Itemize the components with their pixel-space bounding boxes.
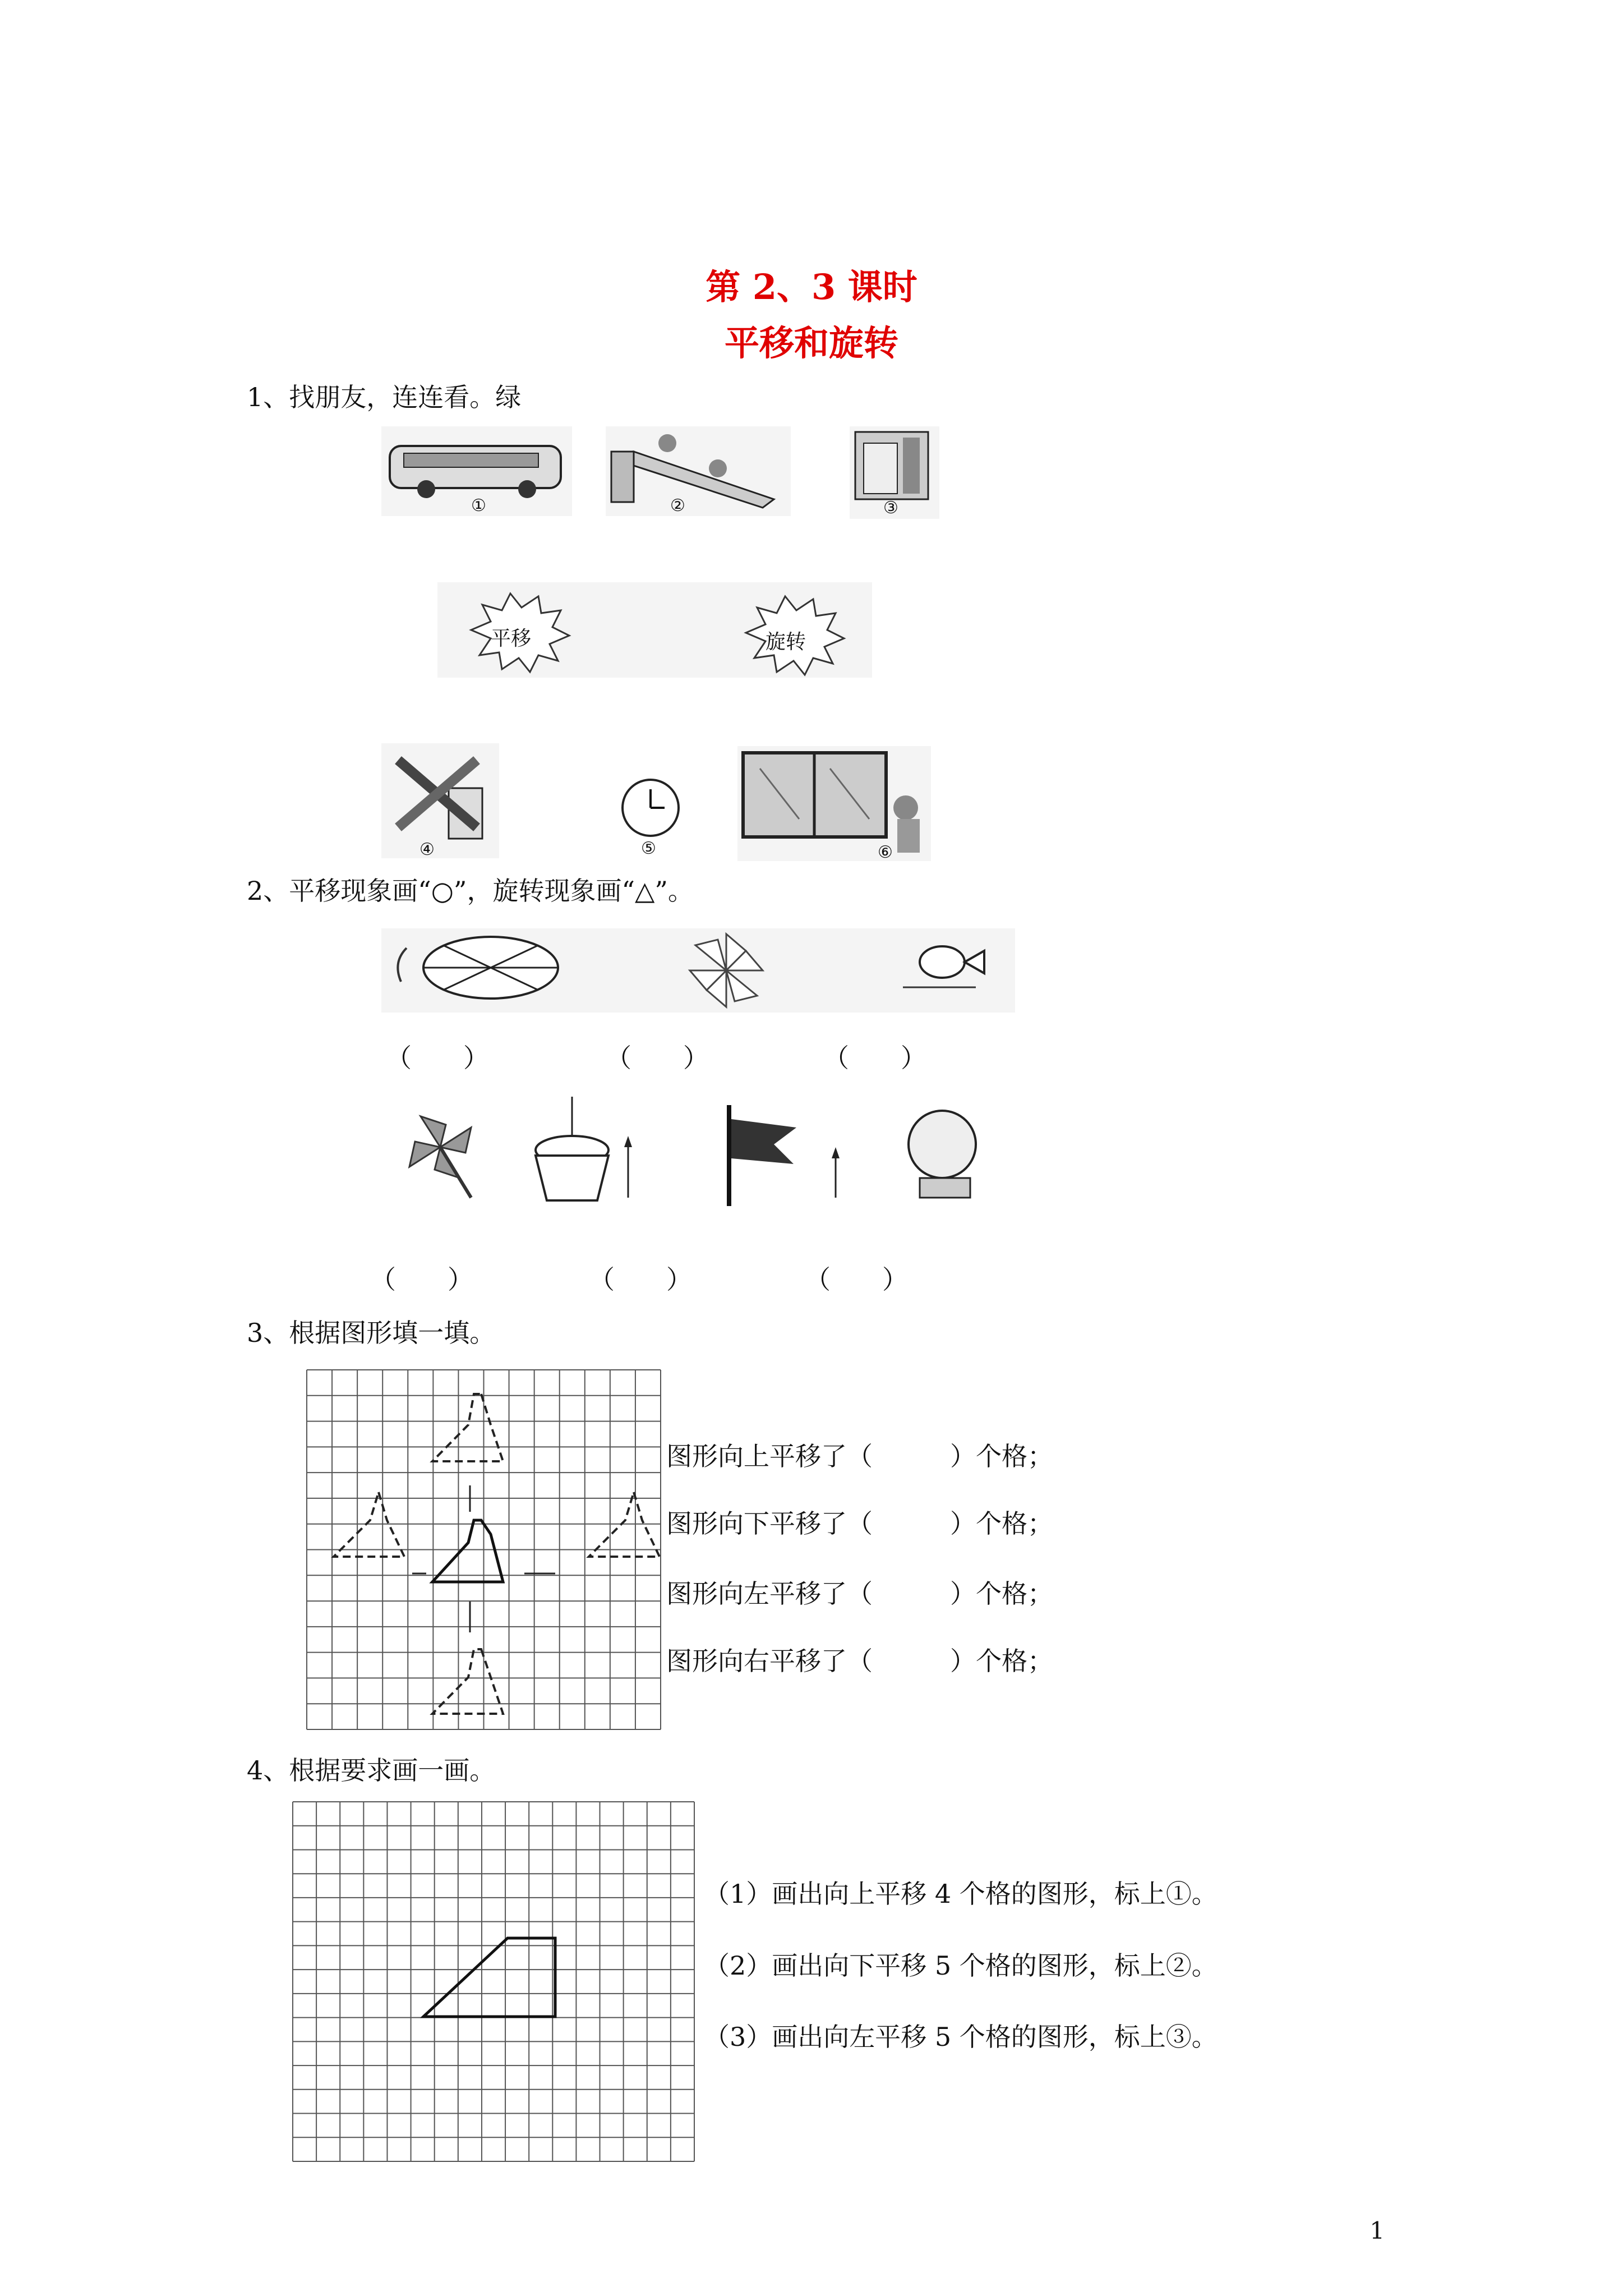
slide-picture (606, 426, 791, 516)
answer-paren-3[interactable]: （ ） (823, 1043, 926, 1073)
q2-row2-pictures (381, 1094, 1015, 1212)
windmill-picture (381, 743, 499, 858)
q2-row1-pictures (381, 928, 1015, 1013)
fill-line-up[interactable]: 图形向上平移了（ ）个格； (666, 1441, 1053, 1471)
label-2: ② (670, 496, 685, 516)
fill-line-right[interactable]: 图形向右平移了（ ）个格； (666, 1646, 1053, 1676)
answer-paren-2[interactable]: （ ） (606, 1043, 709, 1073)
clock-picture (603, 777, 698, 861)
label-6: ⑥ (878, 843, 893, 862)
draw-instruction-3: （3）画出向左平移 5 个格的图形，标上③。 (704, 2022, 1218, 2052)
label-3: ③ (883, 498, 898, 518)
badge-panel (437, 582, 872, 678)
label-5: ⑤ (641, 839, 656, 858)
question-1: 1、找朋友，连连看。绿 (247, 382, 522, 412)
draw-instruction-1: （1）画出向上平移 4 个格的图形，标上①。 (704, 1879, 1218, 1909)
lesson-subtitle: 平移和旋转 (724, 323, 898, 364)
fill-line-left[interactable]: 图形向左平移了（ ）个格； (666, 1579, 1053, 1609)
answer-paren-6[interactable]: （ ） (805, 1264, 908, 1295)
answer-paren-4[interactable]: （ ） (370, 1264, 473, 1295)
badge-translation: 平移 (491, 627, 532, 650)
label-1: ① (471, 496, 486, 516)
answer-paren-5[interactable]: （ ） (589, 1264, 692, 1295)
question-3: 3、根据图形填一填。 (247, 1318, 496, 1348)
label-4: ④ (419, 840, 435, 859)
elevator-picture (850, 426, 939, 519)
window-picture (737, 746, 931, 861)
draw-instruction-2: （2）画出向下平移 5 个格的图形，标上②。 (704, 1950, 1218, 1981)
fill-line-down[interactable]: 图形向下平移了（ ）个格； (666, 1508, 1053, 1539)
lesson-title: 第 2、3 课时 (706, 266, 917, 307)
answer-paren-1[interactable]: （ ） (386, 1043, 489, 1073)
q3-grid (306, 1369, 662, 1731)
page-number: 1 (1370, 2217, 1385, 2244)
badge-rotation: 旋转 (766, 631, 806, 654)
bus-picture (381, 426, 572, 516)
question-4: 4、根据要求画一画。 (247, 1755, 496, 1786)
question-2: 2、平移现象画“○”，旋转现象画“△”。 (247, 876, 694, 906)
q4-grid[interactable] (292, 1801, 695, 2162)
